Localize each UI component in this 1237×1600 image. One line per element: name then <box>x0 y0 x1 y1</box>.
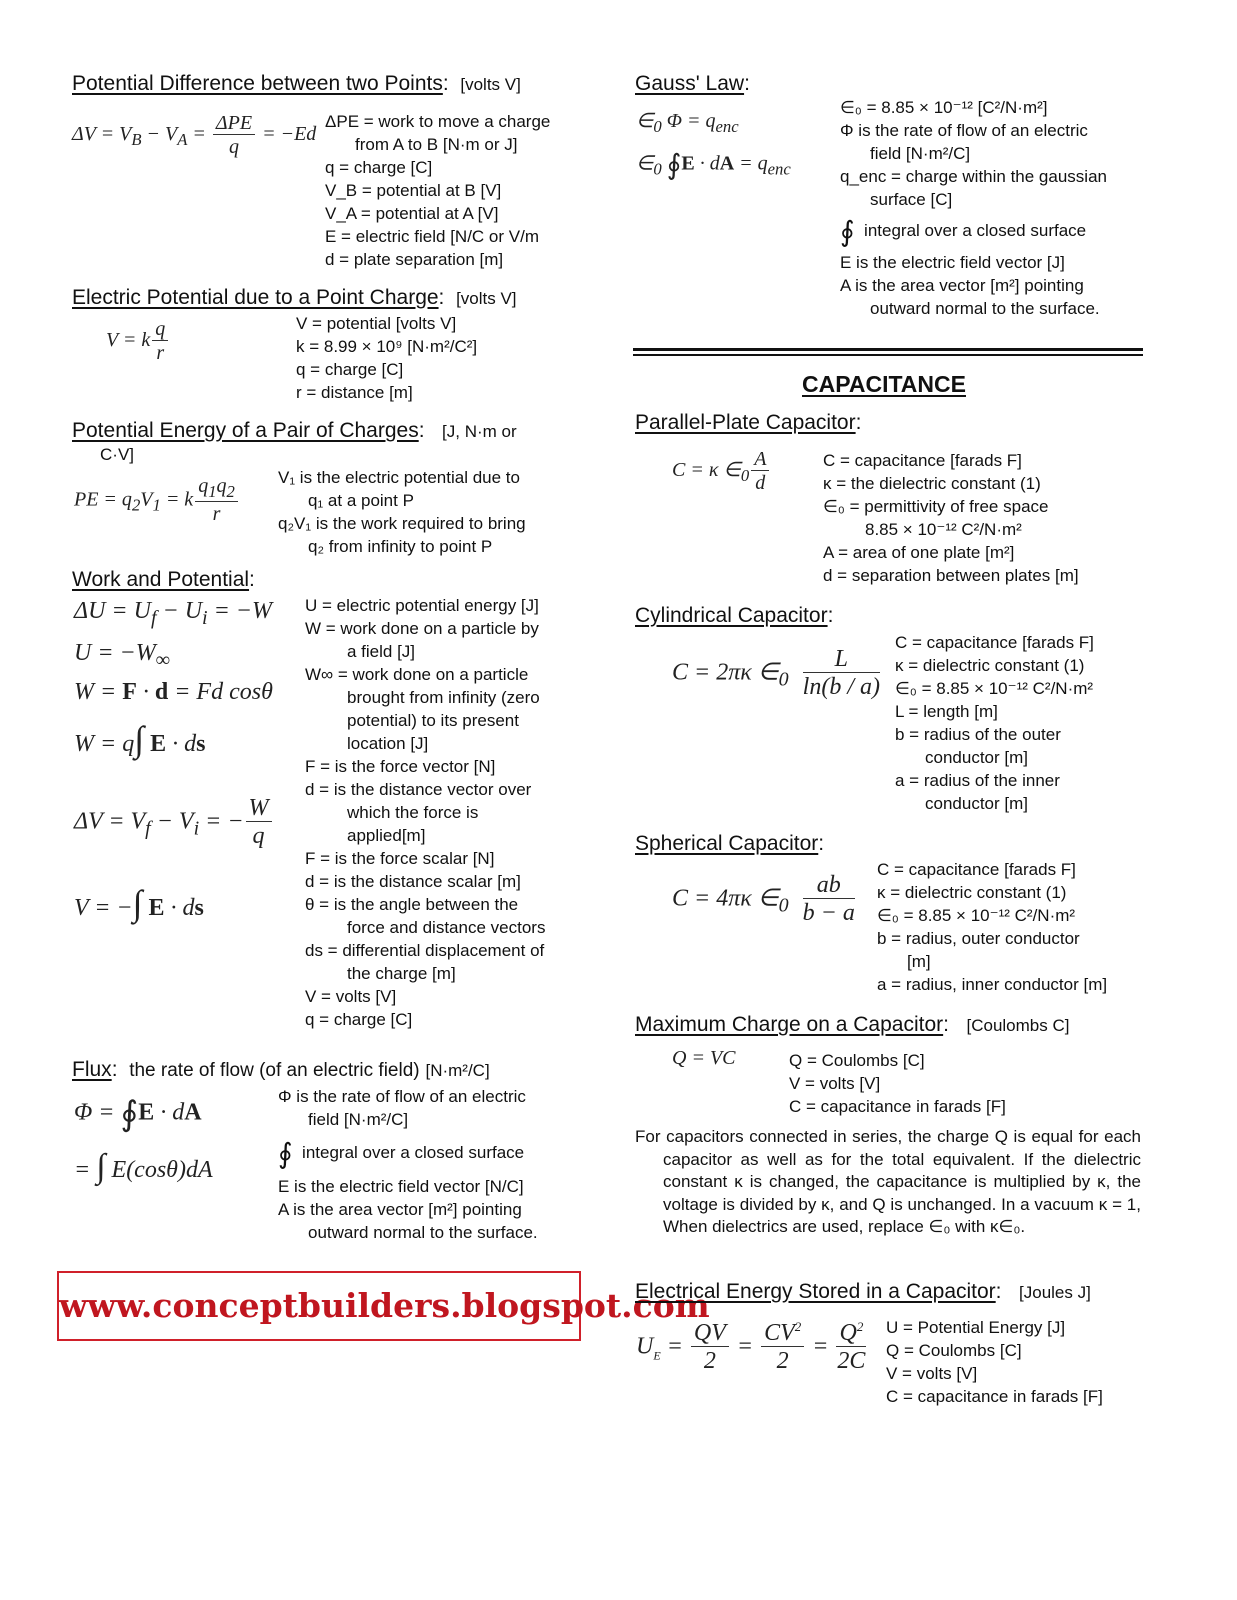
work-potential-defs: U = electric potential energy [J] W = work done on a particle by a field [J] W∞ = work done on a particle brought from infinity (zero potential) to its present location [J] F = is the force vector [N] d = is the distance vector over which the force is applied[m] F = is the force scalar [N] d = is the distance scalar [m] θ = is the angle between the force and distance vectors ds = differential displacement of the charge [m] V = volts [V] q = charge [C] <box>305 596 546 1029</box>
flux-defs: Φ is the rate of flow of an electric field [N·m²/C] ∮ integral over a closed surface E is the electric field vector [N/C] A is the area vector [m²] pointing outward normal to the surface. <box>278 1087 538 1243</box>
max-charge-defs: Q = Coulombs [C] V = volts [V] C = capacitance in farads [F] <box>789 1051 1006 1116</box>
cylindrical-heading: Cylindrical Capacitor: <box>635 604 834 627</box>
point-charge-equation: V = k $\frac{q}{r}$ <box>106 318 170 365</box>
parallel-defs: C = capacitance [farads F] κ = the dielectric constant (1) ∈₀ = permittivity of free space 8.85 × 10⁻¹² C²/N·m² A = area of one plate [m²] d = separation between plates [m] <box>823 451 1079 585</box>
gauss-eq-2: $\in_0$ ∮E · dA = $q_{enc}$ <box>636 150 791 181</box>
blog-link[interactable]: www.conceptbuilders.blogspot.com <box>57 1271 581 1341</box>
energy-equation: $U_E$ = $\frac{QV}{2}$ = $\frac{CV^2}{2}$ = $\frac{Q^2}{2C}$ <box>636 1319 866 1375</box>
gauss-eq-1: $\in_0$ $\Phi = q_{enc}$ <box>636 110 739 136</box>
max-charge-heading: Maximum Charge on a Capacitor: [Coulombs C] <box>635 1013 1070 1036</box>
spherical-defs: C = capacitance [farads F] κ = dielectric constant (1) ∈₀ = 8.85 × 10⁻¹² C²/N·m² b = radius, outer conductor [m] a = radius, inner conductor [m] <box>877 860 1108 994</box>
work-eq-1: $\Delta U = U_f - U_i = -W$ <box>74 598 272 629</box>
divider-rule-top <box>633 348 1143 351</box>
pair-energy-heading: Potential Energy of a Pair of Charges: [J, N·m or <box>72 419 517 442</box>
pair-energy-defs: V₁ is the electric potential due to q₁ at a point P q₂V₁ is the work required to bring q₂ from infinity to point P <box>278 468 526 556</box>
closed-integral-icon: ∮ <box>278 1137 293 1171</box>
point-charge-heading: Electric Potential due to a Point Charge: [volts V] <box>72 286 517 309</box>
potential-difference-heading: Potential Difference between two Points: [volts V] <box>72 72 521 95</box>
work-eq-4: W = q∫ E · ds <box>74 719 206 759</box>
parallel-heading: Parallel-Plate Capacitor: <box>635 411 862 434</box>
cylindrical-defs: C = capacitance [farads F] κ = dielectric constant (1) ∈₀ = 8.85 × 10⁻¹² C²/N·m² L = length [m] b = radius of the outer conductor [m] a = radius of the inner conductor [m] <box>895 633 1094 813</box>
pair-energy-units-cont: C·V] <box>100 445 134 464</box>
gauss-defs: ∈₀ = 8.85 × 10⁻¹² [C²/N·m²] Φ is the rate of flow of an electric field [N·m²/C] q_enc = charge within the gaussian surface [C] ∮ integral over a closed surface E is the electric field vector [J] A is the area vector [m²] pointing outward normal to the surface. <box>840 98 1107 319</box>
point-charge-defs: V = potential [volts V] k = 8.99 × 10⁹ [N·m²/C²] q = charge [C] r = distance [m] <box>296 314 478 402</box>
closed-integral-icon: ∮ <box>840 215 855 249</box>
flux-heading: Flux: the rate of flow (of an electric field) [N·m²/C] <box>72 1058 490 1081</box>
cylindrical-equation: C = 2πκ $\in_0$ $\frac{L}{\ln(b / a)}$ <box>672 646 880 701</box>
energy-defs: U = Potential Energy [J] Q = Coulombs [C] V = volts [V] C = capacitance in farads [F] <box>886 1318 1103 1406</box>
max-charge-equation: Q = VC <box>672 1047 736 1069</box>
work-eq-3: W = F · d = Fd cosθ <box>74 679 273 705</box>
work-eq-2: $U = -W_\infty$ <box>74 640 170 671</box>
flux-eq-1: Φ = ∮E · dA <box>74 1096 202 1133</box>
work-eq-6: V = −∫ E · ds <box>74 883 204 923</box>
series-paragraph: For capacitors connected in series, the charge Q is equal for each capacitor as well as for the total equivalent. If the dielectric constant κ is changed, the capacitance is multiplied by κ, the voltage is divided by κ, and Q is unchanged. In a vacuum κ = 1, When dielectrics are used, replace ∈₀ with κ∈₀. <box>635 1127 1141 1236</box>
spherical-heading: Spherical Capacitor: <box>635 832 825 855</box>
potential-difference-equation: $\Delta V = V_B - V_A$ = $\frac{\text{ΔPE}}{q}$ = −Ed <box>72 112 317 158</box>
work-eq-5: $\Delta V = V_f - V_i$ = − $\frac{W}{q}$ <box>74 795 274 851</box>
capacitance-title: CAPACITANCE <box>802 371 966 397</box>
flux-eq-2: = ∫ E(cosθ)dA <box>74 1148 213 1185</box>
pair-energy-equation: PE = $q_2V_1 = k$ $\frac{q_1q_2}{r}$ <box>74 475 240 526</box>
potential-difference-defs: ΔPE = work to move a charge from A to B [N·m or J] q = charge [C] V_B = potential at B [V] V_A = potential at A [V] E = electric field [N/C or V/m d = plate separation [m] <box>325 112 551 269</box>
divider-rule-bottom <box>633 354 1143 356</box>
gauss-heading: Gauss' Law: <box>635 72 750 95</box>
energy-heading: Electrical Energy Stored in a Capacitor: [Joules J] <box>635 1280 1091 1303</box>
spherical-equation: C = 4πκ $\in_0$ $\frac{ab}{b - a}$ <box>672 872 855 927</box>
work-potential-heading: Work and Potential: <box>72 568 255 591</box>
parallel-equation: C = κ $\in_0$ $\frac{A}{d}$ <box>672 448 771 495</box>
